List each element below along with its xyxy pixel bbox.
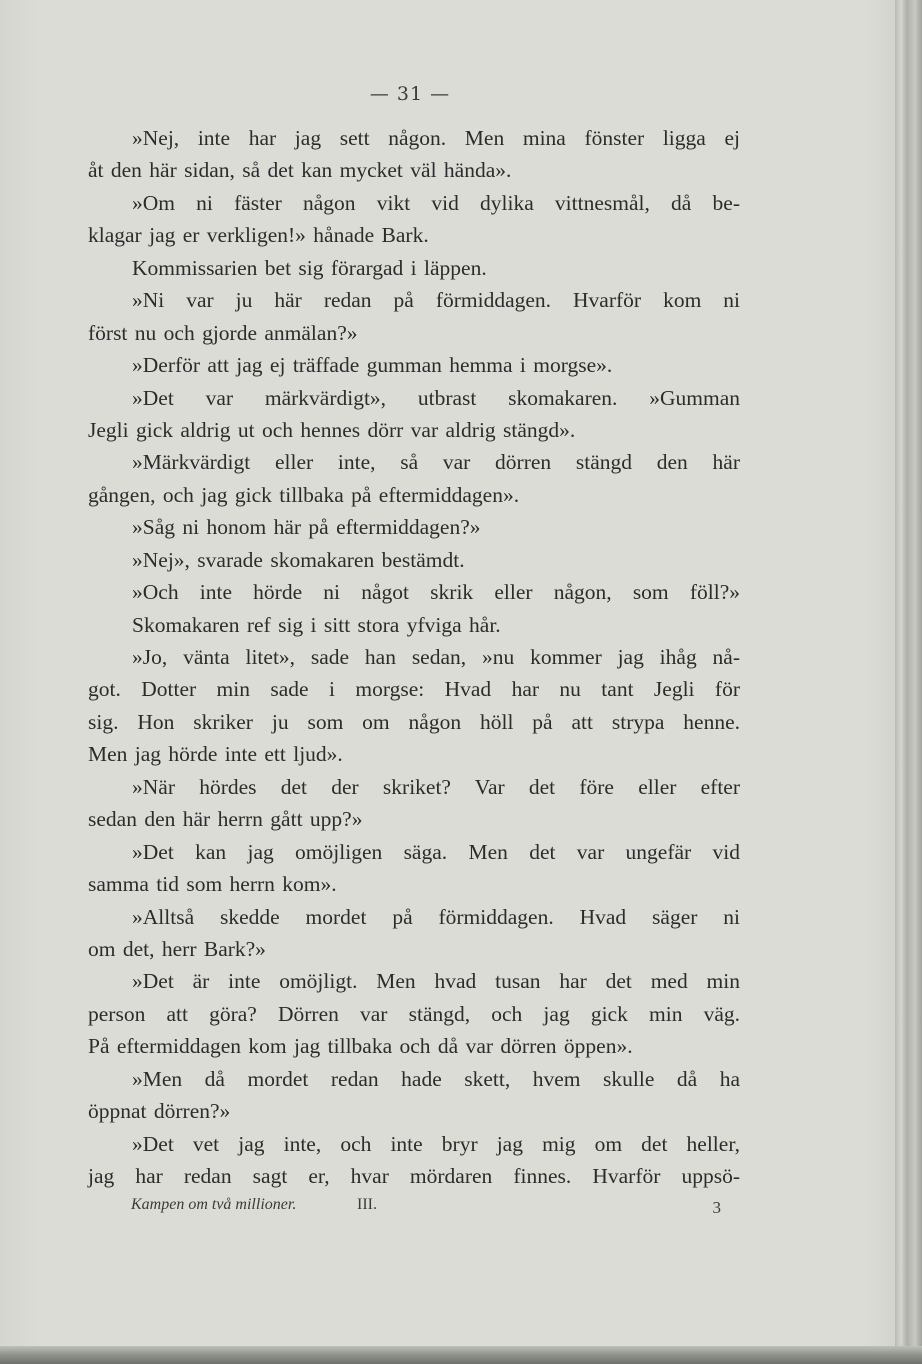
text-line: »Och inte hörde ni något skrik eller någon, som föll?» xyxy=(132,580,740,605)
text-line: först nu och gjorde anmälan?» xyxy=(88,320,358,345)
text-line: »Märkvärdigt eller inte, så var dörren stängd den här xyxy=(132,450,740,475)
text-line: »Derför att jag ej träffade gumman hemma i morgse». xyxy=(132,353,613,378)
text-line: »Såg ni honom här på eftermiddagen?» xyxy=(132,515,481,540)
text-line: »När hördes det der skriket? Var det före eller efter xyxy=(132,774,740,799)
page-footer xyxy=(131,1196,721,1220)
text-line: »Men då mordet redan hade skett, hvem skulle då ha xyxy=(132,1066,740,1091)
text-line: klagar jag er verkligen!» hånade Bark. xyxy=(88,223,429,248)
page-number: — 31 — xyxy=(369,83,451,105)
page-bottom-edge xyxy=(0,1346,922,1364)
text-line: »Det är inte omöjligt. Men hvad tusan har det med min xyxy=(132,969,740,994)
page-edge xyxy=(895,0,922,1364)
text-line: »Om ni fäster någon vikt vid dylika vittnesmål, då be- xyxy=(132,190,740,215)
text-line: »Det var märkvärdigt», utbrast skomakaren. »Gumman xyxy=(132,385,740,410)
text-line: Men jag hörde inte ett ljud». xyxy=(88,742,343,767)
body-text xyxy=(88,122,740,1192)
text-line: sedan den här herrn gått upp?» xyxy=(88,807,363,832)
text-line: sig. Hon skriker ju som om någon höll på att strypa henne. xyxy=(88,709,740,734)
text-line: »Ni var ju här redan på förmiddagen. Hvarför kom ni xyxy=(132,288,740,313)
text-line: öppnat dörren?» xyxy=(88,1099,231,1124)
text-line: åt den här sidan, så det kan mycket väl hända». xyxy=(88,158,512,183)
footer-volume: III. xyxy=(357,1196,377,1213)
footer-book-title: Kampen om två millioner. xyxy=(131,1196,297,1213)
text-line: »Nej, inte har jag sett någon. Men mina fönster ligga ej xyxy=(132,126,740,150)
text-line: jag har redan sagt er, hvar mördaren finnes. Hvarför uppsö- xyxy=(88,1164,740,1188)
text-line: Kommissarien bet sig förargad i läppen. xyxy=(132,255,487,280)
text-line: gången, och jag gick tillbaka på eftermiddagen». xyxy=(88,482,520,507)
text-line: Jegli gick aldrig ut och hennes dörr var aldrig stängd». xyxy=(88,417,576,442)
text-line: samma tid som herrn kom». xyxy=(88,872,337,897)
text-line: Skomakaren ref sig i sitt stora yfviga hår. xyxy=(132,612,501,637)
text-line: got. Dotter min sade i morgse: Hvad har nu tant Jegli för xyxy=(88,677,740,702)
text-line: På eftermiddagen kom jag tillbaka och då var dörren öppen». xyxy=(88,1034,633,1059)
text-line: »Det vet jag inte, och inte bryr jag mig om det heller, xyxy=(132,1131,740,1156)
text-line: »Nej», svarade skomakaren bestämdt. xyxy=(132,547,465,572)
footer-signature-mark: 3 xyxy=(712,1198,721,1217)
text-line: person att göra? Dörren var stängd, och jag gick min väg. xyxy=(88,1001,740,1026)
text-line: »Alltså skedde mordet på förmiddagen. Hvad säger ni xyxy=(132,904,740,929)
text-line: »Det kan jag omöjligen säga. Men det var ungefär vid xyxy=(132,839,740,864)
text-line: om det, herr Bark?» xyxy=(88,936,266,961)
text-line: »Jo, vänta litet», sade han sedan, »nu kommer jag ihåg nå- xyxy=(132,645,740,669)
